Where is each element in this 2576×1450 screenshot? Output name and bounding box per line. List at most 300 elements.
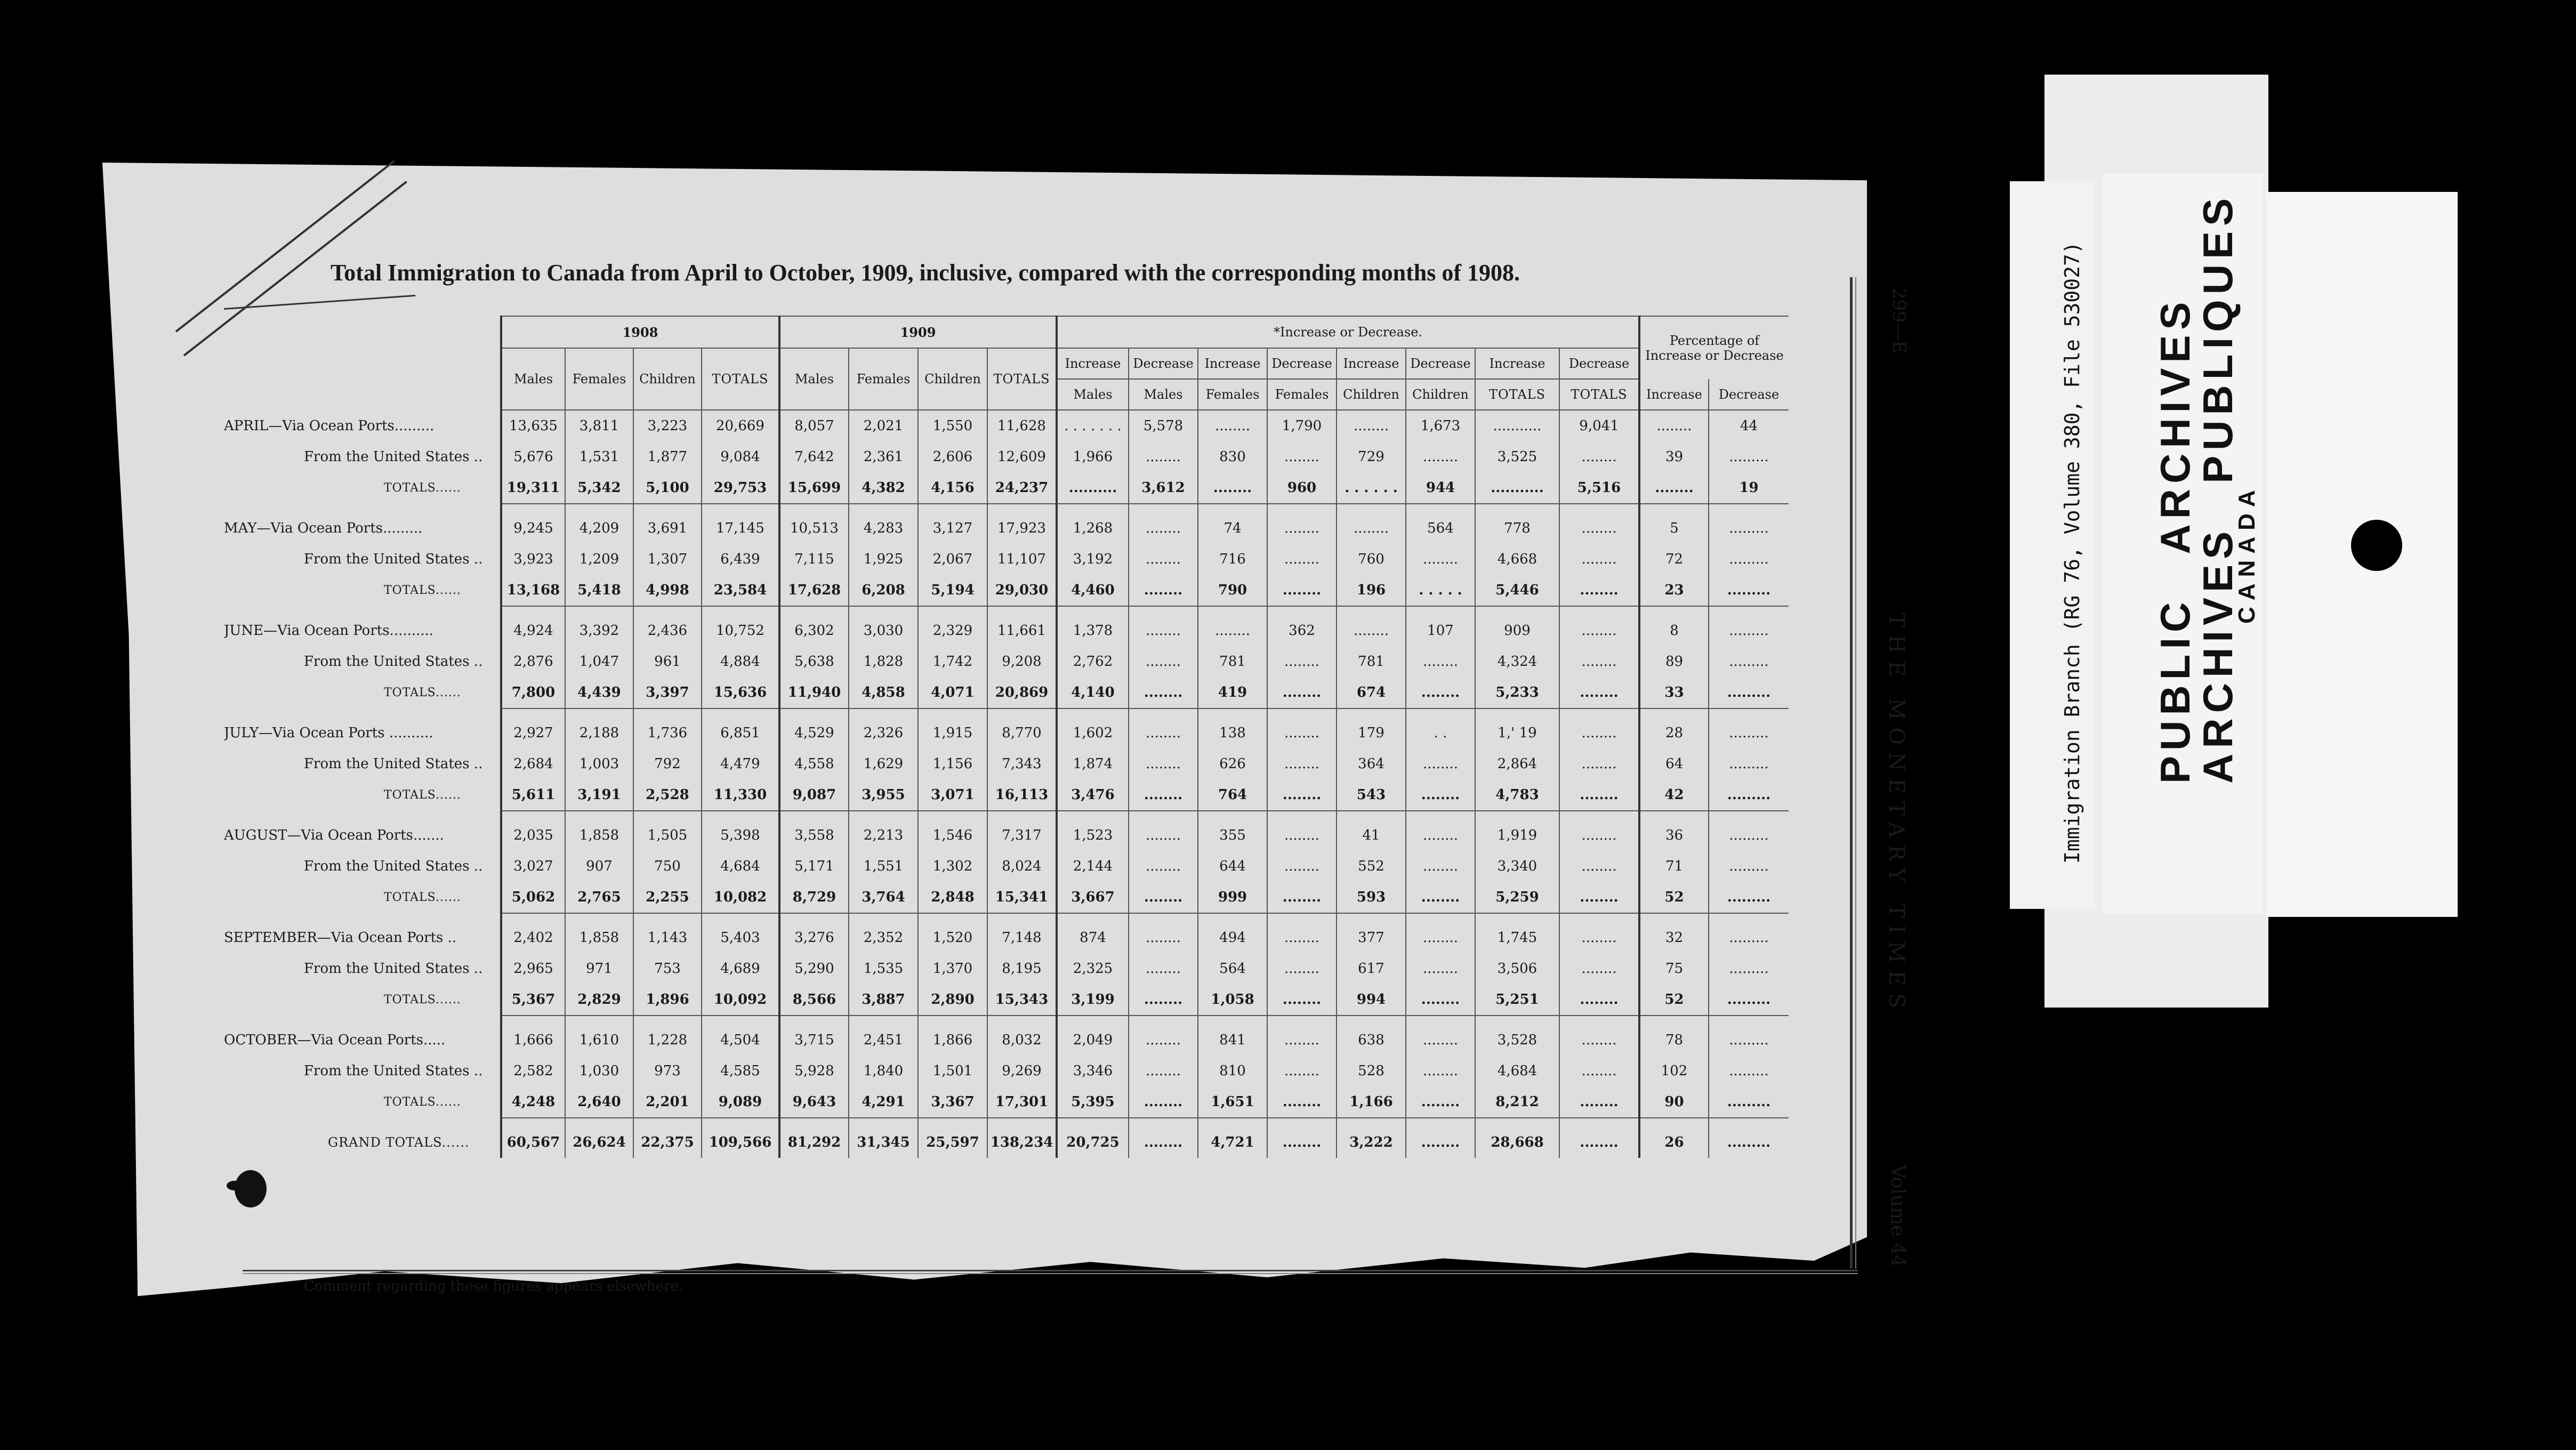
table-cell: 1,966 [1057, 441, 1129, 472]
table-cell: ......... [1709, 779, 1789, 811]
table-cell: 909 [1475, 615, 1559, 646]
table-cell: ........ [1406, 441, 1475, 472]
table-cell: ........ [1559, 984, 1639, 1016]
table-row [224, 820, 1789, 851]
table-cell: ........ [1267, 513, 1337, 544]
table-cell: ........ [1267, 1056, 1337, 1086]
table-cell: ........ [1129, 882, 1198, 913]
table-cell: 2,188 [565, 718, 633, 748]
table-cell: 1,866 [918, 1025, 987, 1056]
table-cell: 179 [1337, 718, 1406, 748]
table-cell: 39 [1639, 441, 1709, 472]
row-spacer [224, 1016, 1789, 1025]
table-cell: ........ [1406, 882, 1475, 913]
table-cell: 4,884 [702, 646, 779, 677]
table-cell: ........ [1406, 1127, 1475, 1158]
table-cell: 971 [565, 953, 633, 984]
col-inc-head: Increase [1198, 348, 1267, 379]
table-cell: ........ [1559, 615, 1639, 646]
table-cell: ........ [1559, 882, 1639, 913]
table-cell: 138 [1198, 718, 1267, 748]
inc-dec-header: *Increase or Decrease. [1057, 316, 1639, 348]
table-cell: 2,436 [633, 615, 702, 646]
table-cell: ......... [1709, 575, 1789, 606]
table-cell: 2,451 [849, 1025, 918, 1056]
table-cell: 4,998 [633, 575, 702, 606]
archive-reference: Immigration Branch (RG 76, Volume 380, File 530027) [2060, 241, 2084, 864]
col-totals-1908: TOTALS [702, 348, 779, 410]
table-cell: 28 [1639, 718, 1709, 748]
totals-row [224, 984, 1789, 1016]
table-cell: 102 [1639, 1056, 1709, 1086]
table-cell: 90 [1639, 1086, 1709, 1118]
table-cell: 4,248 [501, 1086, 565, 1118]
table-cell: ......... [1709, 748, 1789, 779]
table-cell: 23 [1639, 575, 1709, 606]
table-cell: ......... [1709, 615, 1789, 646]
table-cell: 2,213 [849, 820, 918, 851]
table-row [224, 544, 1789, 575]
table-cell: 994 [1337, 984, 1406, 1016]
table-cell: 7,115 [779, 544, 849, 575]
table-row [224, 922, 1789, 953]
table-cell: 9,208 [987, 646, 1057, 677]
archive-stamp-line1 [2151, 254, 2200, 784]
table-cell: 6,208 [849, 575, 918, 606]
table-cell: 41 [1337, 820, 1406, 851]
table-cell: ........ [1406, 851, 1475, 882]
table-cell: 23,584 [702, 575, 779, 606]
table-cell: 5,100 [633, 472, 702, 504]
table-cell: ........ [1639, 472, 1709, 504]
table-cell: ........ [1559, 1025, 1639, 1056]
table-cell: . . [1406, 718, 1475, 748]
table-cell: 1,' 19 [1475, 718, 1559, 748]
table-cell: 3,525 [1475, 441, 1559, 472]
table-cell: 1,858 [565, 820, 633, 851]
table-cell: ........... [1475, 472, 1559, 504]
table-cell: 52 [1639, 882, 1709, 913]
table-cell: 3,223 [633, 410, 702, 441]
table-cell: ........ [1559, 1127, 1639, 1158]
col-totals-1909: TOTALS [987, 348, 1057, 410]
table-cell: ........ [1337, 615, 1406, 646]
col-sub-totals: TOTALS [1559, 379, 1639, 410]
table-cell: 2,021 [849, 410, 918, 441]
table-cell: 5,259 [1475, 882, 1559, 913]
table-cell: 4,721 [1198, 1127, 1267, 1158]
ink-blot [227, 1181, 243, 1190]
table-cell: 3,199 [1057, 984, 1129, 1016]
table-cell: . . . . . . . [1057, 410, 1129, 441]
table-cell: 729 [1337, 441, 1406, 472]
table-cell: 1,742 [918, 646, 987, 677]
col-sub-totals: TOTALS [1475, 379, 1559, 410]
table-cell: 10,752 [702, 615, 779, 646]
table-cell: ......... [1709, 1127, 1789, 1158]
table-cell: 4,585 [702, 1056, 779, 1086]
table-cell: 5,446 [1475, 575, 1559, 606]
table-cell: 1,003 [565, 748, 633, 779]
table-cell: 5,578 [1129, 410, 1198, 441]
table-cell: 355 [1198, 820, 1267, 851]
table-cell: 2,765 [565, 882, 633, 913]
table-cell: 2,876 [501, 646, 565, 677]
table-cell: ........ [1267, 953, 1337, 984]
table-cell: 17,301 [987, 1086, 1057, 1118]
table-cell: 3,476 [1057, 779, 1129, 811]
table-cell: 1,546 [918, 820, 987, 851]
table-cell: ........ [1406, 779, 1475, 811]
table-cell: 1,629 [849, 748, 918, 779]
table-cell: 29,753 [702, 472, 779, 504]
row-label: TOTALS...... [384, 1095, 461, 1109]
table-cell: 944 [1406, 472, 1475, 504]
table-cell: 2,762 [1057, 646, 1129, 677]
table-cell: ........ [1406, 922, 1475, 953]
table-cell: ........ [1406, 984, 1475, 1016]
immigration-table [224, 316, 1789, 1158]
row-spacer [224, 913, 1789, 922]
table-cell: 9,245 [501, 513, 565, 544]
table-cell: 874 [1057, 922, 1129, 953]
table-cell: 2,329 [918, 615, 987, 646]
row-label: From the United States .. [304, 551, 483, 567]
table-cell: ........ [1559, 922, 1639, 953]
table-cell: 377 [1337, 922, 1406, 953]
table-cell: 8,566 [779, 984, 849, 1016]
corner-cell [224, 316, 501, 348]
table-row [224, 646, 1789, 677]
table-cell: 4,858 [849, 677, 918, 708]
table-cell: 1,790 [1267, 410, 1337, 441]
table-cell: 1,268 [1057, 513, 1129, 544]
table-cell: 674 [1337, 677, 1406, 708]
table-cell: 4,783 [1475, 779, 1559, 811]
footer-rule [243, 1270, 1858, 1271]
table-cell: ........ [1559, 820, 1639, 851]
table-cell: ........ [1198, 410, 1267, 441]
table-cell: ......... [1709, 922, 1789, 953]
table-cell: ........ [1559, 718, 1639, 748]
table-cell: 74 [1198, 513, 1267, 544]
table-cell: 20,725 [1057, 1127, 1129, 1158]
table-cell: 3,764 [849, 882, 918, 913]
table-cell: 64 [1639, 748, 1709, 779]
table-cell: ........ [1129, 953, 1198, 984]
table-cell: 5,516 [1559, 472, 1639, 504]
totals-row [224, 882, 1789, 913]
table-cell: 2,255 [633, 882, 702, 913]
table-cell: 1,745 [1475, 922, 1559, 953]
table-cell: 8,032 [987, 1025, 1057, 1056]
table-cell: 5,403 [702, 922, 779, 953]
row-label: TOTALS...... [384, 993, 461, 1006]
table-row [224, 410, 1789, 441]
table-cell: 1,505 [633, 820, 702, 851]
table-cell: ........ [1267, 575, 1337, 606]
table-cell: 8,024 [987, 851, 1057, 882]
table-cell: 1,550 [918, 410, 987, 441]
table-cell: 2,606 [918, 441, 987, 472]
table-cell: ........ [1559, 677, 1639, 708]
table-cell: ........ [1406, 820, 1475, 851]
row-spacer [224, 1118, 1789, 1127]
table-cell: 7,642 [779, 441, 849, 472]
col-sub-children: Children [1337, 379, 1406, 410]
table-row [224, 718, 1789, 748]
col-sub-females: Females [1267, 379, 1337, 410]
table-cell: 9,089 [702, 1086, 779, 1118]
table-cell: 10,092 [702, 984, 779, 1016]
table-cell: 26,624 [565, 1127, 633, 1158]
table-cell: 24,237 [987, 472, 1057, 504]
table-cell: 12,609 [987, 441, 1057, 472]
table-cell: 1,535 [849, 953, 918, 984]
table-cell: ........ [1267, 1127, 1337, 1158]
table-cell: 52 [1639, 984, 1709, 1016]
table-cell: ........ [1129, 677, 1198, 708]
table-cell: ........ [1406, 748, 1475, 779]
table-cell: 1,673 [1406, 410, 1475, 441]
table-cell: ........ [1559, 748, 1639, 779]
table-cell: ........ [1559, 441, 1639, 472]
col-sub-females: Females [1198, 379, 1267, 410]
table-cell: 960 [1267, 472, 1337, 504]
table-cell: 4,924 [501, 615, 565, 646]
col-inc-head: Increase [1475, 348, 1559, 379]
table-cell: 2,402 [501, 922, 565, 953]
table-cell: 716 [1198, 544, 1267, 575]
col-dec-head: Decrease [1129, 348, 1198, 379]
table-cell: 1,828 [849, 646, 918, 677]
col-children-1908: Children [633, 348, 702, 410]
table-cell: 31,345 [849, 1127, 918, 1158]
table-cell: ......... [1709, 677, 1789, 708]
table-cell: ........ [1406, 1086, 1475, 1118]
table-cell: 2,144 [1057, 851, 1129, 882]
table-cell: 999 [1198, 882, 1267, 913]
table-cell: ........ [1406, 677, 1475, 708]
table-cell: 593 [1337, 882, 1406, 913]
table-cell: ......... [1709, 1025, 1789, 1056]
table-cell: ........ [1406, 1056, 1475, 1086]
table-cell: 16,113 [987, 779, 1057, 811]
col-males-1909: Males [779, 348, 849, 410]
table-cell: 19 [1709, 472, 1789, 504]
table-cell: 2,890 [918, 984, 987, 1016]
table-cell: ........ [1639, 410, 1709, 441]
table-cell: 60,567 [501, 1127, 565, 1158]
table-cell: 638 [1337, 1025, 1406, 1056]
col-pct-decrease: Decrease [1709, 379, 1789, 410]
table-cell: 8 [1639, 615, 1709, 646]
table-cell: ........ [1267, 922, 1337, 953]
table-cell: 528 [1337, 1056, 1406, 1086]
table-cell: 1,925 [849, 544, 918, 575]
table-cell: 5,398 [702, 820, 779, 851]
table-cell: ........ [1129, 851, 1198, 882]
table-cell: 3,367 [918, 1086, 987, 1118]
table-cell: 15,699 [779, 472, 849, 504]
table-cell: 1,858 [565, 922, 633, 953]
table-cell: 4,291 [849, 1086, 918, 1118]
table-cell: 1,651 [1198, 1086, 1267, 1118]
table-cell: 4,439 [565, 677, 633, 708]
row-spacer [224, 811, 1789, 820]
table-cell: 8,729 [779, 882, 849, 913]
table-cell: ......... [1709, 984, 1789, 1016]
table-cell: ........ [1559, 646, 1639, 677]
table-cell: 3,276 [779, 922, 849, 953]
percentage-header [1639, 316, 1789, 379]
table-cell: 15,341 [987, 882, 1057, 913]
table-cell: ........ [1559, 575, 1639, 606]
table-cell: 362 [1267, 615, 1337, 646]
table-cell: 3,528 [1475, 1025, 1559, 1056]
table-cell: 7,343 [987, 748, 1057, 779]
table-cell: ........ [1129, 575, 1198, 606]
table-cell: 33 [1639, 677, 1709, 708]
table-cell: 778 [1475, 513, 1559, 544]
row-label: TOTALS...... [384, 584, 461, 597]
table-cell: 17,923 [987, 513, 1057, 544]
table-row [224, 953, 1789, 984]
table-cell: 1,143 [633, 922, 702, 953]
table-cell: 1,058 [1198, 984, 1267, 1016]
table-cell: 973 [633, 1056, 702, 1086]
table-cell: 13,168 [501, 575, 565, 606]
table-cell: 196 [1337, 575, 1406, 606]
table-cell: 3,127 [918, 513, 987, 544]
table-row [224, 615, 1789, 646]
table-cell: 1,520 [918, 922, 987, 953]
table-cell: 3,558 [779, 820, 849, 851]
table-cell: ........ [1129, 779, 1198, 811]
table-cell: 9,643 [779, 1086, 849, 1118]
margin-rule [1850, 277, 1853, 1269]
table-cell: 29,030 [987, 575, 1057, 606]
table-cell: ......... [1709, 820, 1789, 851]
volume-label: Volume 44 [1887, 1165, 1909, 1267]
table-cell: 2,352 [849, 922, 918, 953]
table-cell: 792 [633, 748, 702, 779]
table-cell: 81,292 [779, 1127, 849, 1158]
row-spacer [224, 606, 1789, 615]
table-cell: 1,877 [633, 441, 702, 472]
table-cell: ......... [1709, 544, 1789, 575]
table-cell: 419 [1198, 677, 1267, 708]
table-cell: ........ [1559, 779, 1639, 811]
table-cell: 28,668 [1475, 1127, 1559, 1158]
table-cell: 2,361 [849, 441, 918, 472]
table-cell: ......... [1709, 851, 1789, 882]
table-cell: 9,269 [987, 1056, 1057, 1086]
table-cell: ......... [1709, 1056, 1789, 1086]
row-spacer [224, 708, 1789, 718]
table-cell: 4,529 [779, 718, 849, 748]
col-males-1908: Males [501, 348, 565, 410]
table-cell: 20,869 [987, 677, 1057, 708]
table-cell: 5,251 [1475, 984, 1559, 1016]
footnote: Comment regarding these figures appears elsewhere. [304, 1278, 683, 1294]
table-cell: ........ [1198, 615, 1267, 646]
table-cell: ........ [1267, 677, 1337, 708]
percentage-header-line2: Increase or Decrease [1645, 348, 1784, 363]
table-cell: ......... [1709, 646, 1789, 677]
page-number: 299—E [1888, 288, 1910, 354]
table-cell: 8,195 [987, 953, 1057, 984]
row-spacer [224, 504, 1789, 513]
table-cell: 10,082 [702, 882, 779, 913]
row-label: TOTALS...... [384, 686, 461, 699]
col-sub-males: Males [1129, 379, 1198, 410]
table-cell: 8,057 [779, 410, 849, 441]
table-cell: 2,684 [501, 748, 565, 779]
table-cell: 4,460 [1057, 575, 1129, 606]
table-cell: 2,528 [633, 779, 702, 811]
row-label: From the United States .. [304, 449, 483, 465]
stamp-word: PUBLIC [2152, 597, 2199, 784]
table-cell: 1,047 [565, 646, 633, 677]
percentage-header-line1: Percentage of [1669, 333, 1760, 348]
table-cell: 4,684 [1475, 1056, 1559, 1086]
table-cell: 9,041 [1559, 410, 1639, 441]
totals-row [224, 779, 1789, 811]
table-cell: 25,597 [918, 1127, 987, 1158]
table-cell: 6,851 [702, 718, 779, 748]
stamp-word: ARCHIVES [2152, 296, 2199, 554]
table-cell: 6,302 [779, 615, 849, 646]
table-cell: 109,566 [702, 1127, 779, 1158]
table-cell: ......... [1709, 441, 1789, 472]
table-cell: 11,107 [987, 544, 1057, 575]
table-cell: 4,558 [779, 748, 849, 779]
table-cell: 22,375 [633, 1127, 702, 1158]
table-cell: 2,848 [918, 882, 987, 913]
table-cell: ........ [1129, 513, 1198, 544]
table-cell: ........ [1267, 851, 1337, 882]
table-cell: 5 [1639, 513, 1709, 544]
table-cell: 8,770 [987, 718, 1057, 748]
table-cell: 1,030 [565, 1056, 633, 1086]
col-dec-head: Decrease [1559, 348, 1639, 379]
row-label: From the United States .. [304, 858, 483, 874]
table-cell: ........ [1267, 441, 1337, 472]
table-cell: 961 [633, 646, 702, 677]
table-cell: 5,611 [501, 779, 565, 811]
table-cell: 1,874 [1057, 748, 1129, 779]
table-cell: ........ [1129, 1025, 1198, 1056]
table-cell: 781 [1337, 646, 1406, 677]
table-body [224, 410, 1789, 1158]
row-label: SEPTEMBER—Via Ocean Ports .. [224, 930, 457, 946]
table-cell: ........ [1129, 646, 1198, 677]
table-cell: 1,307 [633, 544, 702, 575]
table-cell: 26 [1639, 1127, 1709, 1158]
totals-row [224, 472, 1789, 504]
col-dec-head: Decrease [1267, 348, 1337, 379]
table-cell: ........ [1559, 513, 1639, 544]
table-cell: ........ [1198, 472, 1267, 504]
table-cell: ........ [1337, 410, 1406, 441]
table-cell: 9,084 [702, 441, 779, 472]
table-cell: ........ [1129, 820, 1198, 851]
table-cell: 3,887 [849, 984, 918, 1016]
row-label: TOTALS...... [384, 891, 461, 904]
table-cell: 2,927 [501, 718, 565, 748]
table-cell: 75 [1639, 953, 1709, 984]
